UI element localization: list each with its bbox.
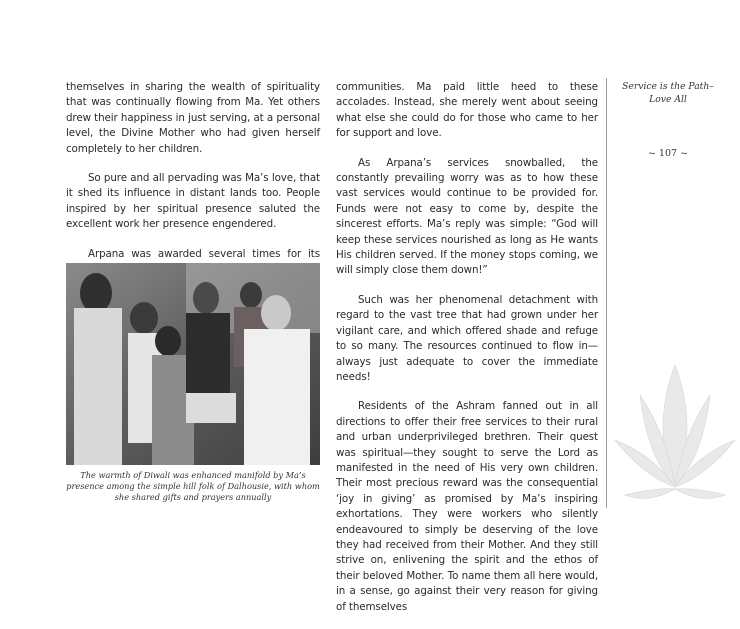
paragraph: themselves in sharing the wealth of spirituality that was continually flowing from Ma. Yet others drew their happiness in just serving, at a personal level, the Divine Mother who had given herself completely to her children. — [66, 81, 320, 155]
paragraph: Arpana was awarded several times for its — [88, 247, 320, 260]
running-title — [612, 80, 724, 106]
lotus-icon — [610, 345, 740, 535]
page-number: ~ 107 ~ — [647, 148, 689, 159]
photo-image — [66, 263, 320, 465]
paragraph: So pure and all pervading was Ma’s love, that it shed its influence in distant lands too. People inspired by her spiritual presence saluted the excellent work her presence engendered. — [66, 172, 320, 231]
column-divider — [606, 78, 607, 508]
photo-caption: The warmth of Diwali was enhanced manifold by Ma’s presence among the simple hill folk of Dalhousie, with whom she shared gifts and prayers annually — [66, 470, 320, 502]
running-title-line: Love All — [649, 94, 687, 105]
running-title-line: Service is the Path– — [622, 81, 714, 92]
paragraph: communities. Ma paid little heed to these accolades. Instead, she merely went about seeing what else she could do for those who came to her for support and love. — [336, 81, 598, 140]
paragraph: Such was her phenomenal detachment with regard to the vast tree that had grown under her vigilant care, and which offered shade and refuge to so many. The resources continued to flow in—always just adequate to cover the immediate needs! — [336, 293, 598, 383]
paragraph: Residents of the Ashram fanned out in all directions to offer their free services to their rural and urban underprivileged brethren. Their quest was spiritual—they sought to serve the Lord as manifested in the need of His very own children. Their most precious reward was the consequential ‘joy in giving’ as promised by Ma’s inspiring exhortations. They were workers who silently endeavoured to simply be deserving of the love they had received from their Mother. And they still strive on, enlivening the spirit and the ethos of their beloved Mother. To name them all here would, in a sense, go against their very reason for giving of themselves — [336, 400, 598, 613]
middle-text-column — [336, 80, 598, 629]
diwali-photo — [66, 263, 320, 465]
paragraph: As Arpana’s services snowballed, the constantly prevailing worry was as to how these vast services would continue to be provided for. Funds were not easy to come by, despite the sincerest efforts. Ma’s reply was simple: “God will keep these services nourished as long as He wants His children served. If the money stops coming, we will simply close them down!” — [336, 156, 598, 277]
